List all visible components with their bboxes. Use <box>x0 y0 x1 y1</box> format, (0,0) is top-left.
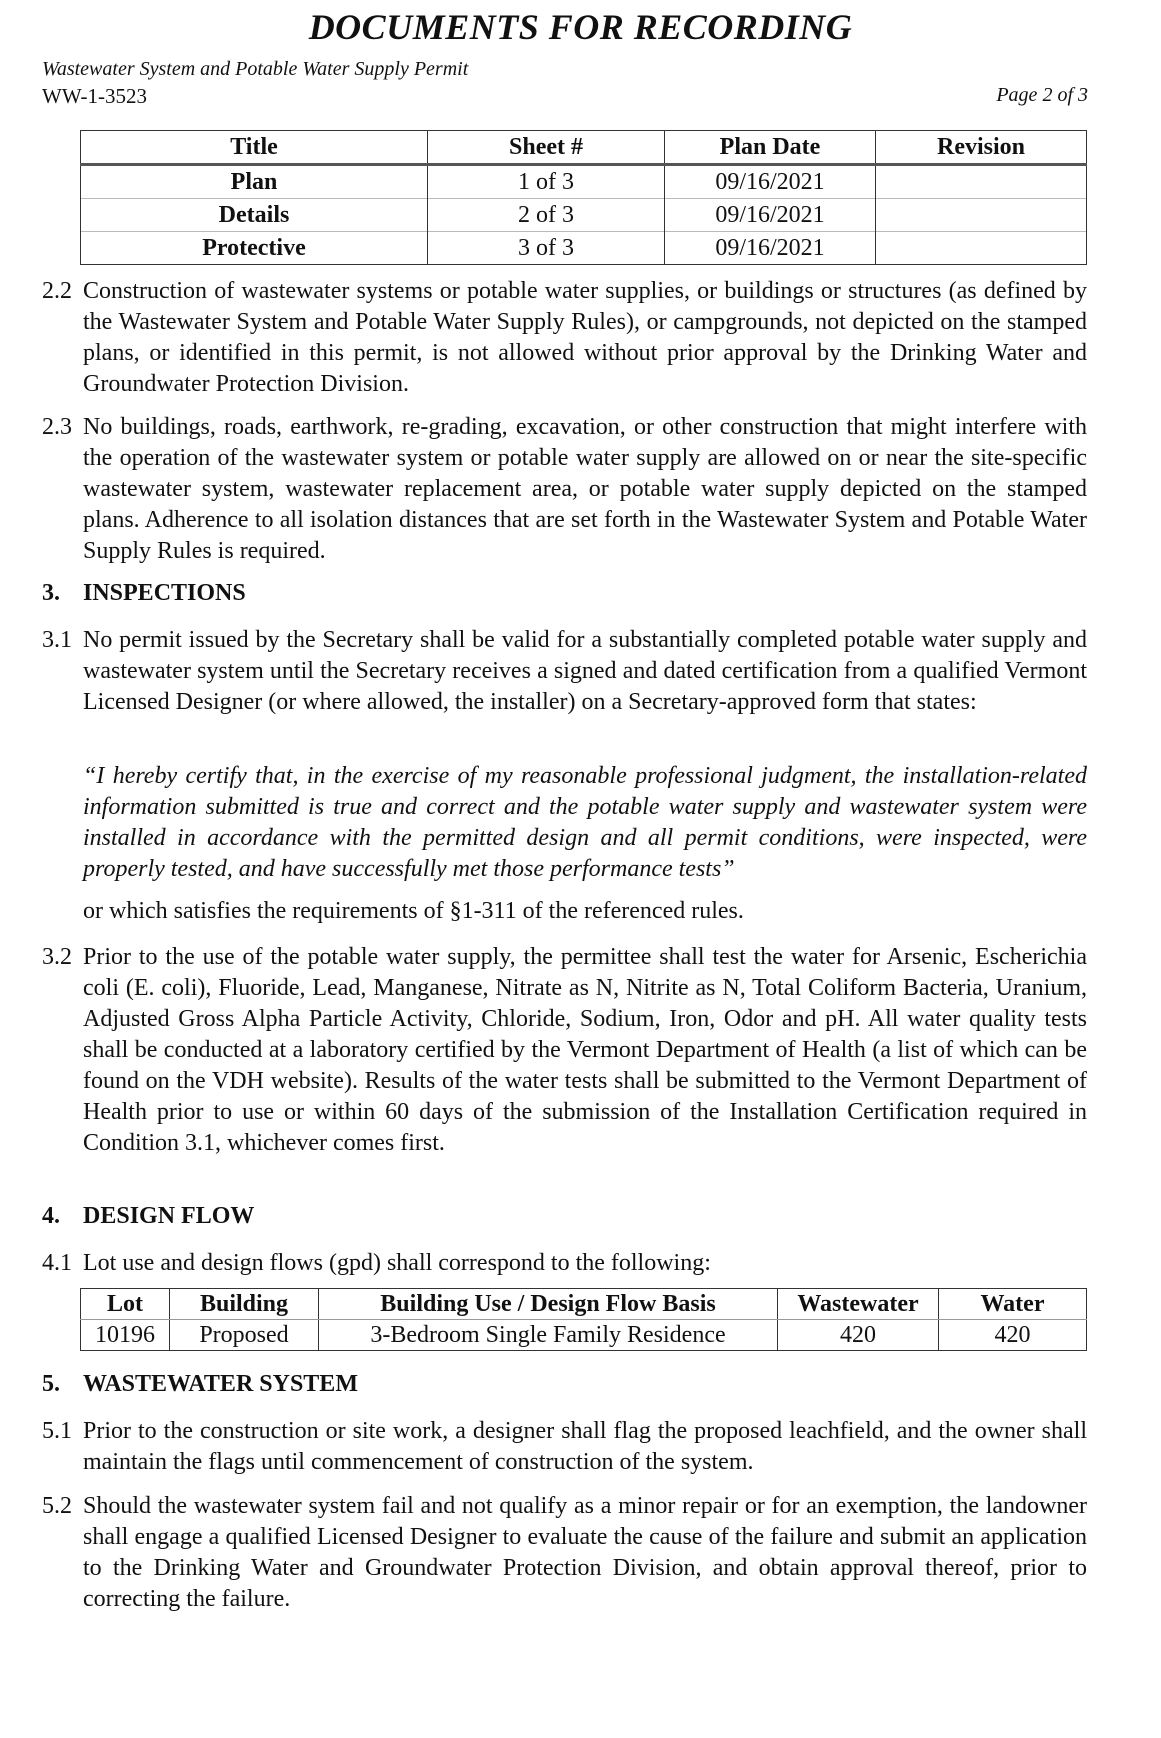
table-cell: Plan <box>81 165 428 199</box>
table-cell: 1 of 3 <box>428 165 665 199</box>
condition-number: 5.2 <box>42 1493 72 1519</box>
section-number: 4. <box>42 1203 60 1229</box>
permit-title: Wastewater System and Potable Water Supply Permit <box>42 58 469 80</box>
table-cell: 420 <box>939 1320 1087 1351</box>
certification-quote: “I hereby certify that, in the exercise of my reasonable professional judgment, the installation-related information submitted is true and correct and the potable water supply and wastewater system were installed in accordance with the permitted design and all permit conditions, were inspected, were properly tested, and have successfully met those performance tests” <box>83 763 1087 882</box>
condition-3-1-tail: or which satisfies the requirements of §1-311 of the referenced rules. <box>83 898 744 924</box>
condition-3-1 <box>42 625 1087 718</box>
table-cell: 10196 <box>81 1320 170 1351</box>
condition-text: Should the wastewater system fail and not qualify as a minor repair or for an exemption, the landowner shall engage a qualified Licensed Designer to evaluate the cause of the failure and submit an application to the Drinking Water and Groundwater Protection Division, and obtain approval thereof, prior to correcting the failure. <box>83 1493 1087 1612</box>
column-header: Lot <box>81 1289 170 1320</box>
section-heading-wastewater-system <box>42 1371 358 1398</box>
section-title: INSPECTIONS <box>83 580 246 606</box>
section-title: DESIGN FLOW <box>83 1203 255 1229</box>
table-cell: 3 of 3 <box>428 232 665 265</box>
design-flow-header <box>81 1289 1087 1320</box>
condition-number: 3.2 <box>42 944 72 970</box>
table-cell: 420 <box>778 1320 939 1351</box>
table-row <box>81 232 1087 265</box>
table-cell <box>876 232 1087 265</box>
condition-5-1 <box>42 1416 1087 1478</box>
condition-number: 5.1 <box>42 1418 72 1444</box>
section-number: 3. <box>42 580 60 606</box>
table-cell: Proposed <box>170 1320 319 1351</box>
column-header: Revision <box>876 131 1087 165</box>
condition-number: 3.1 <box>42 627 72 653</box>
table-cell: Details <box>81 199 428 232</box>
section-heading-inspections <box>42 580 246 607</box>
page-number: Page 2 of 3 <box>996 84 1088 106</box>
column-header: Plan Date <box>665 131 876 165</box>
design-flow-table <box>80 1288 1087 1351</box>
table-cell: 09/16/2021 <box>665 232 876 265</box>
condition-number: 4.1 <box>42 1250 72 1276</box>
condition-number: 2.2 <box>42 278 72 304</box>
plans-table <box>80 130 1087 265</box>
section-title: WASTEWATER SYSTEM <box>83 1371 358 1397</box>
table-cell: 3-Bedroom Single Family Residence <box>319 1320 778 1351</box>
condition-text: Prior to the construction or site work, a designer shall flag the proposed leachfield, and the owner shall maintain the flags until commencement of construction of the system. <box>83 1418 1087 1475</box>
condition-4-1 <box>42 1248 1087 1279</box>
condition-2-2 <box>42 276 1087 400</box>
condition-text: Prior to the use of the potable water supply, the permittee shall test the water for Arsenic, Escherichia coli (E. coli), Fluoride, Lead, Manganese, Nitrate as N, Nitrite as N, Total Coliform Bacteria, Uranium, Adjusted Gross Alpha Particle Activity, Chloride, Sodium, Iron, Odor and pH. All water quality tests shall be conducted at a laboratory certified by the Vermont Department of Health (a list of which can be found on the VDH website). Results of the water tests shall be submitted to the Vermont Department of Health prior to use or within 60 days of the submission of the Installation Certification required in Condition 3.1, whichever comes first. <box>83 944 1087 1156</box>
column-header: Sheet # <box>428 131 665 165</box>
table-cell <box>876 199 1087 232</box>
column-header: Building Use / Design Flow Basis <box>319 1289 778 1320</box>
condition-number: 2.3 <box>42 414 72 440</box>
condition-text: Lot use and design flows (gpd) shall correspond to the following: <box>83 1250 711 1276</box>
condition-text: No permit issued by the Secretary shall be valid for a substantially completed potable water supply and wastewater system until the Secretary receives a signed and dated certification from a qualified Vermont Licensed Designer (or where allowed, the installer) on a Secretary-approved form that states: <box>83 627 1087 715</box>
section-number: 5. <box>42 1371 60 1397</box>
condition-2-3 <box>42 412 1087 567</box>
condition-text: No buildings, roads, earthwork, re-grading, excavation, or other construction that might interfere with the operation of the wastewater system or potable water supply are allowed on or near the site-specific wastewater system, wastewater replacement area, or potable water supply depicted on the stamped plans. Adherence to all isolation distances that are set forth in the Wastewater System and Potable Water Supply Rules is required. <box>83 414 1087 564</box>
plans-table-header <box>81 131 1087 165</box>
column-header: Wastewater <box>778 1289 939 1320</box>
condition-text: Construction of wastewater systems or potable water supplies, or buildings or structures (as defined by the Wastewater System and Potable Water Supply Rules), or campgrounds, not depicted on the stamped plans, or identified in this permit, is not allowed without prior approval by the Drinking Water and Groundwater Protection Division. <box>83 278 1087 397</box>
table-row <box>81 165 1087 199</box>
column-header: Water <box>939 1289 1087 1320</box>
table-row <box>81 199 1087 232</box>
table-cell: 09/16/2021 <box>665 199 876 232</box>
column-header: Building <box>170 1289 319 1320</box>
recording-banner: DOCUMENTS FOR RECORDING <box>308 7 853 47</box>
condition-3-2 <box>42 942 1087 1159</box>
section-heading-design-flow <box>42 1203 254 1230</box>
table-row <box>81 1320 1087 1351</box>
column-header: Title <box>81 131 428 165</box>
table-cell <box>876 165 1087 199</box>
permit-number: WW-1-3523 <box>42 84 147 108</box>
table-cell: 09/16/2021 <box>665 165 876 199</box>
table-cell: Protective <box>81 232 428 265</box>
table-cell: 2 of 3 <box>428 199 665 232</box>
condition-5-2 <box>42 1491 1087 1615</box>
